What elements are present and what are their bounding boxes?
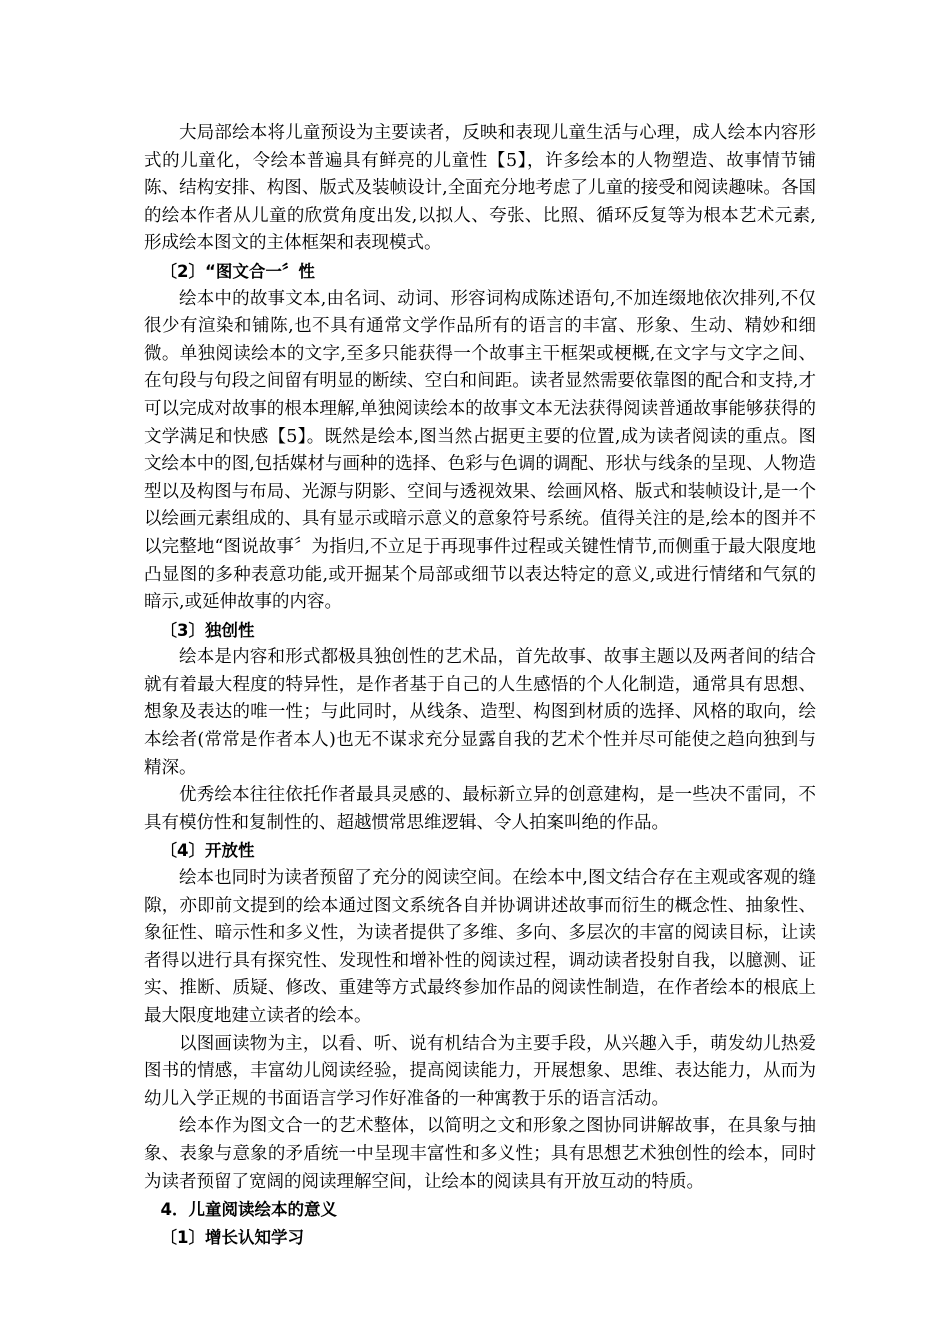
document-page [144, 120, 816, 1251]
paragraph: 绘本也同时为读者预留了充分的阅读空间。在绘本中,图文结合存在主观或客观的缝隙，亦即前文提到的绘本通过图文系统各自并协调讲述故事而衍生的概念性、抽象性、象征性、暗示性和多义性，为读者提供了多维、多向、多层次的丰富的阅读目标，让读者得以进行具有探究性、发现性和增补性的阅读过程，调动读者投射自我，以臆测、证实、推断、质疑、修改、重建等方式最终参加作品的阅读性制造，在作者绘本的根底上最大限度地建立读者的绘本。 [144, 868, 816, 1026]
paragraph: 大局部绘本将儿童预设为主要读者，反映和表现儿童生活与心理，成人绘本内容形式的儿童化，令绘本普遍具有鲜亮的儿童性【5】，许多绘本的人物塑造、故事情节铺陈、结构安排、构图、版式及装帧设计,全面充分地考虑了儿童的接受和阅读趣味。各国的绘本作者从儿童的欣赏角度出发,以拟人、夸张、比照、循环反复等为根本艺术元素,形成绘本图文的主体框架和表现模式。 [144, 123, 816, 254]
subheading-4: 〔4〕开放性 [160, 841, 255, 861]
subheading-2: 〔2〕“图文合一〞性 [160, 261, 315, 281]
paragraph: 绘本是内容和形式都极具独创性的艺术品，首先故事、故事主题以及两者间的结合就有着最大程度的特异性，是作者基于自己的人生感悟的个人化制造，通常具有思想、想象及表达的唯一性；与此同时，从线条、造型、构图到材质的选择、风格的取向，绘本绘者(常常是作者本人)也无不谋求充分显露自我的艺术个性并尽可能使之趋向独到与精深。 [144, 647, 816, 778]
subheading-4-1: 〔1〕增长认知学习 [160, 1227, 304, 1247]
paragraph: 绘本中的故事文本,由名词、动词、形容词构成陈述语句,不加连缀地依次排列,不仅很少有渲染和铺陈,也不具有通常文学作品所有的语言的丰富、形象、生动、精妙和细微。单独阅读绘本的文字,至多只能获得一个故事主干框架或梗概,在文字与文字之间、在句段与句段之间留有明显的断续、空白和间距。读者显然需要依靠图的配合和支持,才可以完成对故事的根本理解,单独阅读绘本的故事文本无法获得阅读普通故事能够获得的文学满足和快感【5】。既然是绘本,图当然占据更主要的位置,成为读者阅读的重点。图文绘本中的图,包括媒材与画种的选择、色彩与色调的调配、形状与线条的呈现、人物造型以及构图与布局、光源与阴影、空间与透视效果、绘画风格、版式和装帧设计,是一个以绘画元素组成的、具有显示或暗示意义的意象符号系统。值得关注的是,绘本的图并不以完整地“图说故事〞为指归,不立足于再现事件过程或关键性情节,而侧重于最大限度地凸显图的多种表意功能,或开掘某个局部或细节以表达特定的意义,或进行情绪和气氛的暗示,或延伸故事的内容。 [144, 288, 816, 613]
paragraph: 绘本作为图文合一的艺术整体，以简明之文和形象之图协同讲解故事，在具象与抽象、表象与意象的矛盾统一中呈现丰富性和多义性；具有思想艺术独创性的绘本，同时为读者预留了宽阔的阅读理解空间，让绘本的阅读具有开放互动的特质。 [144, 1116, 816, 1192]
section-heading-4: 4．儿童阅读绘本的意义 [160, 1200, 337, 1220]
paragraph: 以图画读物为主，以看、听、说有机结合为主要手段，从兴趣入手，萌发幼儿热爱图书的情感，丰富幼儿阅读经验，提高阅读能力，开展想象、思维、表达能力，从而为幼儿入学正规的书面语言学习作好准备的一种寓教于乐的语言活动。 [144, 1033, 816, 1109]
subheading-3: 〔3〕独创性 [160, 620, 255, 640]
paragraph: 优秀绘本往往依托作者最具灵感的、最标新立异的创意建构，是一些决不雷同，不具有模仿性和复制性的、超越惯常思维逻辑、令人拍案叫绝的作品。 [144, 785, 816, 833]
